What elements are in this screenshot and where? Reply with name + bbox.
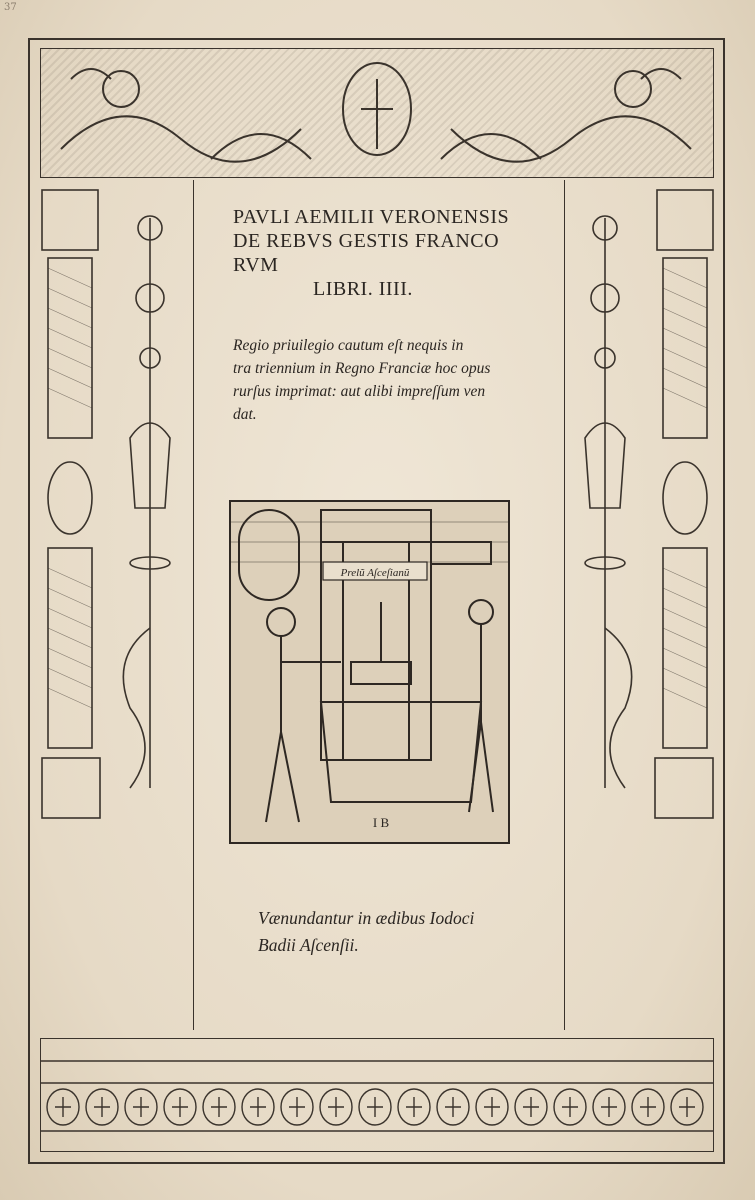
- base-roundels-icon: [41, 1039, 713, 1151]
- base-cross: [679, 1097, 695, 1117]
- woodcut-label: Prelũ Aſceſianũ: [340, 567, 410, 579]
- imprint-line-1: Vænundantur in ædibus Iodoci: [258, 908, 475, 928]
- bottom-base-ornament: [40, 1038, 714, 1152]
- privilege-line-3: rurſus imprimat: aut alibi impreſſum ven: [233, 383, 486, 400]
- title-line-4: LIBRI. IIII.: [313, 278, 413, 300]
- privilege-line-4: dat.: [233, 406, 257, 423]
- privilege-line-2: tra triennium in Regno Franciæ hoc opus: [233, 360, 491, 377]
- base-cross: [601, 1097, 617, 1117]
- privilege-line-1: Regio priuilegio cautum eſt nequis in: [233, 337, 464, 354]
- privilege-notice: [233, 334, 567, 426]
- printing-press-icon: [231, 502, 508, 842]
- right-pilaster-icon: [565, 188, 715, 828]
- base-cross: [484, 1097, 500, 1117]
- imprint-line-2: Badii Aſcenſii.: [258, 935, 359, 955]
- book-title: [233, 205, 563, 301]
- title-line-2: DE REBVS GESTIS FRANCO: [233, 230, 500, 252]
- base-cross: [406, 1097, 422, 1117]
- top-frieze-ornament: [40, 48, 714, 178]
- base-cross: [94, 1097, 110, 1117]
- base-cross: [172, 1097, 188, 1117]
- page-corner-mark: 37: [4, 2, 17, 13]
- title-line-1: PAVLI AEMILII VERONENSIS: [233, 206, 510, 228]
- base-cross: [367, 1097, 383, 1117]
- base-cross: [55, 1097, 71, 1117]
- base-cross: [562, 1097, 578, 1117]
- base-cross: [445, 1097, 461, 1117]
- base-cross: [640, 1097, 656, 1117]
- base-cross: [289, 1097, 305, 1117]
- base-cross: [133, 1097, 149, 1117]
- woodcut-monogram: I B: [372, 815, 390, 830]
- imprint: [258, 905, 558, 959]
- base-cross: [328, 1097, 344, 1117]
- left-column-ornament: [40, 188, 190, 828]
- base-cross: [250, 1097, 266, 1117]
- left-pilaster-icon: [40, 188, 190, 828]
- title-line-3: RVM: [233, 254, 279, 276]
- base-cross: [523, 1097, 539, 1117]
- frieze-vines-icon: [41, 49, 713, 177]
- base-cross: [211, 1097, 227, 1117]
- printing-press-woodcut: [229, 500, 510, 844]
- right-column-ornament: [565, 188, 715, 828]
